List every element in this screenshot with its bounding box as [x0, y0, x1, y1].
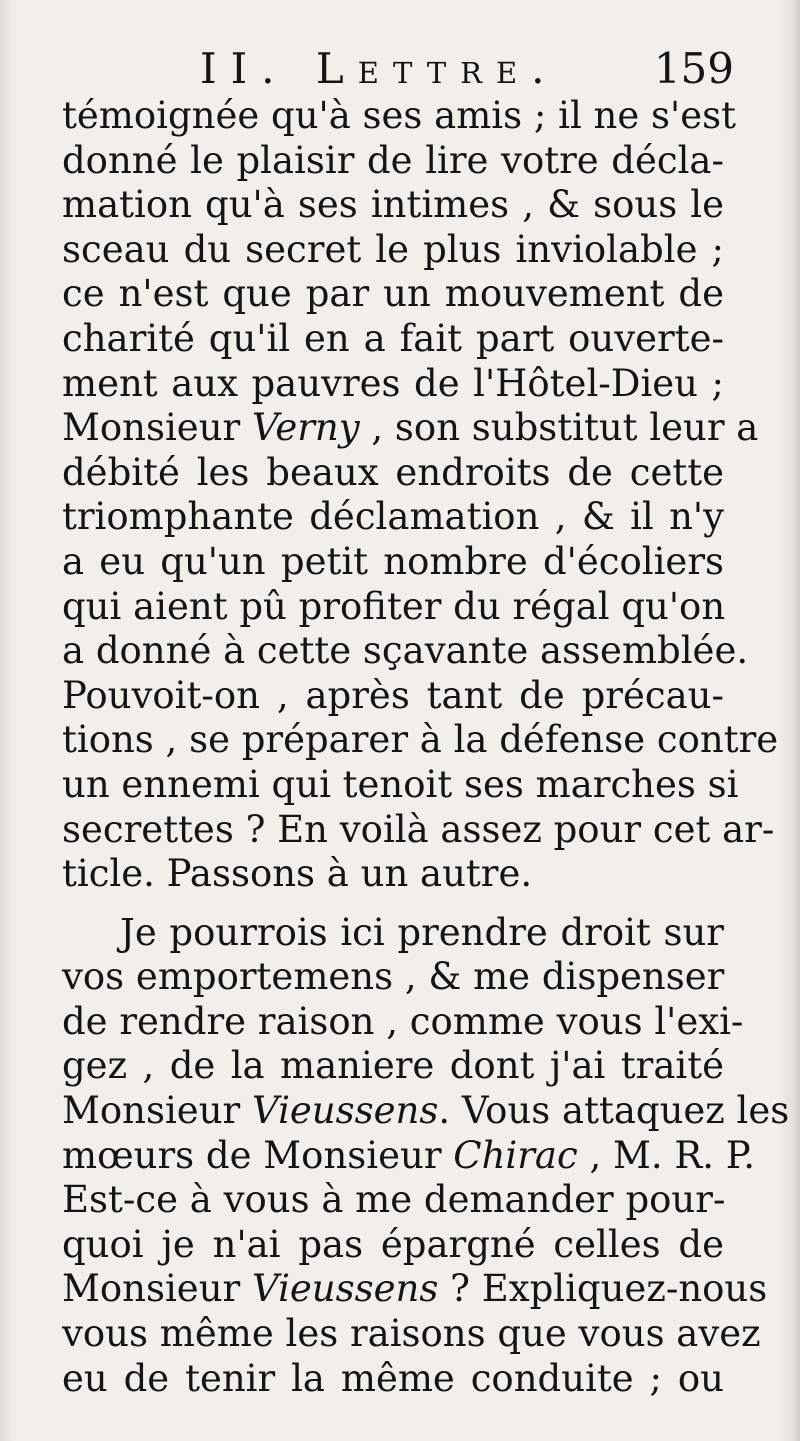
text-segment: Monsieur: [62, 406, 252, 450]
text-line: Je pourrois ici prendre droit sur: [120, 910, 724, 954]
text-segment: Monsieur: [62, 1267, 252, 1311]
text-line: [62, 1267, 768, 1312]
text-line: [62, 406, 759, 451]
paragraph-break: [62, 897, 724, 911]
text-line: donné le plaisir de lire votre décla-: [62, 138, 724, 182]
text-line: secrettes ? En voilà assez pour cet ar-: [62, 807, 775, 851]
page-gutter-shadow: [0, 0, 14, 1441]
person-name: Vieussens: [252, 1267, 439, 1311]
text-segment: , son substitut leur a: [359, 406, 759, 450]
text-line: [62, 1089, 790, 1134]
text-line: ce n'est que par un mouvement de: [62, 272, 724, 316]
running-title: II. Lettre.: [200, 44, 559, 93]
text-line: charité qu'il en a fait part ouverte-: [62, 316, 724, 360]
text-line: eu de tenir la même conduite ; ou: [62, 1356, 724, 1400]
page-number: 159: [653, 44, 734, 93]
text-line: qui aient pû profiter du régal qu'on: [62, 584, 726, 628]
text-segment: ? Expliquez-nous: [438, 1267, 768, 1311]
text-line: [62, 1133, 755, 1179]
text-segment: , M. R. P.: [577, 1133, 755, 1177]
text-line: quoi je n'ai pas épargné celles de: [62, 1222, 724, 1266]
person-name: Verny: [252, 406, 360, 450]
text-line: de rendre raison , comme vous l'exi-: [62, 999, 744, 1043]
body-text: [62, 94, 790, 1401]
text-segment: Monsieur: [62, 1089, 252, 1133]
text-line: vous même les raisons que vous avez: [62, 1312, 761, 1356]
person-name: Chirac: [453, 1133, 578, 1177]
text-line: débité les beaux endroits de cette: [62, 450, 724, 494]
text-line: a donné à cette sçavante assemblée.: [62, 629, 749, 673]
text-line: triomphante déclamation , & il n'y: [62, 495, 724, 539]
text-segment: mœurs de Monsieur: [62, 1133, 454, 1177]
person-name: Vieussens: [252, 1089, 439, 1133]
text-line: gez , de la maniere dont j'ai traité: [62, 1044, 724, 1088]
page-edge-shadow: [778, 0, 800, 1441]
text-line: ment aux pauvres de l'Hôtel-Dieu ;: [62, 361, 724, 405]
page-header: [60, 40, 740, 100]
text-line: sceau du secret le plus inviolable ;: [62, 227, 724, 271]
text-line: témoignée qu'à ses amis ; il ne s'est: [62, 94, 736, 137]
text-line: ticle. Passons à un autre.: [62, 852, 533, 896]
text-line: mation qu'à ses intimes , & sous le: [62, 183, 724, 227]
text-line: vos emportemens , & me dispenser: [62, 955, 725, 999]
text-line: a eu qu'un petit nombre d'écoliers: [62, 539, 724, 583]
text-line: tions , se préparer à la défense contre: [62, 718, 779, 762]
text-line: un ennemi qui tenoit ses marches si: [62, 762, 739, 806]
text-segment: . Vous attaquez les: [438, 1089, 790, 1133]
text-line: Pouvoit-on , après tant de précau-: [62, 673, 724, 717]
text-line: Est-ce à vous à me demander pour-: [62, 1178, 726, 1222]
